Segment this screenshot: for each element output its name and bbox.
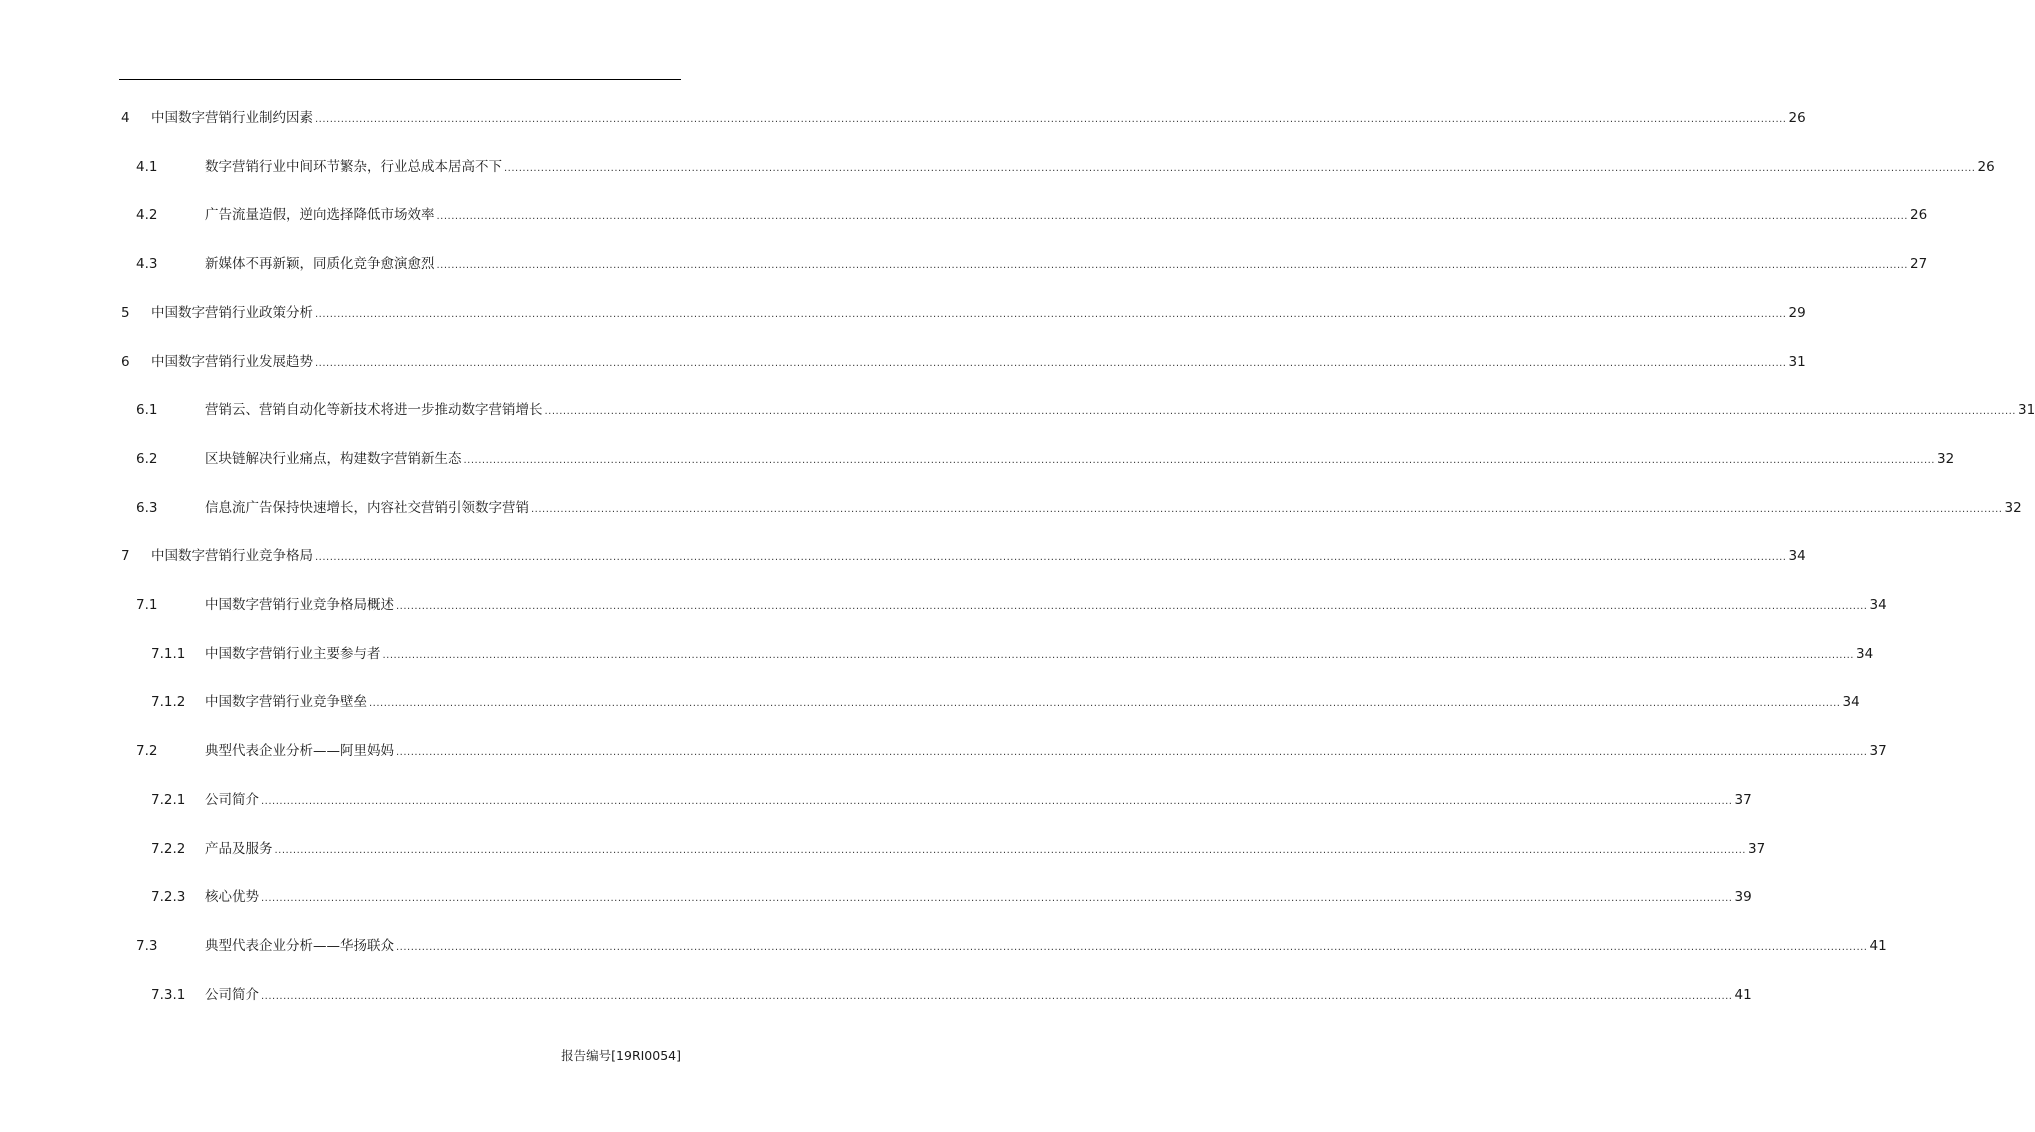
toc-dot-leader: ................................................................................................................................................................................................................................................................................................................................................................................................................ [261,795,1733,807]
toc-entry-number: 7.2.3 [151,889,186,906]
toc-entry-title: 区块链解决行业痛点，构建数字营销新生态 [205,450,462,467]
toc-entry-title: 中国数字营销行业政策分析 [151,304,313,321]
toc-entry-page: 31 [1788,353,1806,370]
toc-entry-page: 27 [1909,256,1928,273]
toc-dot-leader: ................................................................................................................................................................................................................................................................................................................................................................................................................ [261,990,1733,1002]
toc-entry[interactable] [0,156,1995,178]
toc-entry-title: 中国数字营销行业发展趋势 [151,353,313,370]
toc-entry-title: 典型代表企业分析——阿里妈妈 [205,743,394,760]
toc-dot-leader: ................................................................................................................................................................................................................................................................................................................................................................................................................ [315,552,1787,564]
toc-entry-number: 7.1 [136,597,158,613]
toc-entry-title: 中国数字营销行业竞争格局 [151,548,313,565]
toc-entry[interactable] [0,789,1752,811]
toc-entry-number: 7.1.2 [151,694,186,711]
toc-entry-page: 37 [1869,743,1887,760]
toc-entry-number: 7.1.1 [151,645,186,662]
toc-dot-leader: ................................................................................................................................................................................................................................................................................................................................................................................................................ [274,844,1746,856]
toc-entry[interactable] [0,351,1806,373]
toc-entry-title: 公司简介 [205,986,259,1003]
toc-entry-title: 新媒体不再新颖，同质化竞争愈演愈烈 [205,256,435,273]
toc-entry-number: 6.2 [136,450,158,467]
toc-dot-leader: ................................................................................................................................................................................................................................................................................................................................................................................................................ [436,260,1908,272]
toc-entry[interactable] [0,497,2022,519]
toc-entry-page: 26 [1977,158,1995,175]
toc-dot-leader: ................................................................................................................................................................................................................................................................................................................................................................................................................ [544,406,2016,418]
toc-dot-leader: ................................................................................................................................................................................................................................................................................................................................................................................................................ [504,162,1976,174]
toc-entry-number: 6 [121,353,130,370]
toc-entry-number: 7.3 [136,937,158,954]
toc-entry-title: 核心优势 [205,889,259,906]
toc-entry[interactable] [0,399,2035,421]
toc-dot-leader: ................................................................................................................................................................................................................................................................................................................................................................................................................ [315,114,1787,125]
toc-entry-page: 26 [1788,110,1806,126]
toc-entry-page: 37 [1734,791,1752,808]
toc-entry-page: 32 [2004,499,2022,516]
toc-entry[interactable] [0,545,1806,567]
toc-entry[interactable] [0,740,1887,762]
toc-dot-leader: ................................................................................................................................................................................................................................................................................................................................................................................................................ [396,601,1868,612]
toc-entry-page: 26 [1909,207,1928,224]
toc-dot-leader: ................................................................................................................................................................................................................................................................................................................................................................................................................ [369,698,1841,710]
toc-entry-title: 信息流广告保持快速增长，内容社交营销引领数字营销 [205,499,529,516]
toc-entry-page: 34 [1855,645,1874,662]
toc-entry-page: 41 [1734,986,1752,1003]
toc-entry-number: 4.2 [136,207,158,224]
toc-entry-page: 41 [1869,937,1887,954]
toc-dot-leader: ................................................................................................................................................................................................................................................................................................................................................................................................................ [463,454,1935,466]
toc-entry-number: 5 [121,304,130,321]
toc-entry[interactable] [0,204,1928,226]
toc-dot-leader: ................................................................................................................................................................................................................................................................................................................................................................................................................ [315,357,1787,369]
toc-dot-leader: ................................................................................................................................................................................................................................................................................................................................................................................................................ [396,747,1868,759]
toc-entry-number: 6.1 [136,402,158,419]
toc-entry[interactable] [0,886,1752,908]
toc-entry-number: 7.2.2 [151,840,186,857]
toc-entry[interactable] [0,691,1860,713]
report-number: 报告编号[19RI0054] [561,1048,681,1063]
toc-dot-leader: ................................................................................................................................................................................................................................................................................................................................................................................................................ [261,893,1733,905]
toc-entry-title: 广告流量造假，逆向选择降低市场效率 [205,207,435,224]
toc-entry[interactable] [0,302,1806,324]
toc-entry[interactable] [0,594,1887,616]
toc-entry-number: 4 [121,110,130,126]
toc-entry-number: 6.3 [136,499,158,516]
toc-entry-page: 34 [1869,597,1887,613]
toc-dot-leader: ................................................................................................................................................................................................................................................................................................................................................................................................................ [382,649,1854,661]
toc-entry-page: 29 [1788,304,1806,321]
toc-entry-title: 典型代表企业分析——华扬联众 [205,937,394,954]
toc-entry[interactable] [0,253,1928,275]
toc-entry-number: 4.1 [136,158,158,175]
toc-entry-page: 34 [1788,548,1806,565]
toc-entry-title: 中国数字营销行业竞争格局概述 [205,597,394,613]
toc-entry-title: 公司简介 [205,791,259,808]
toc-entry-title: 中国数字营销行业竞争壁垒 [205,694,367,711]
toc-entry-number: 7.2 [136,743,158,760]
toc-entry-title: 中国数字营销行业制约因素 [151,110,313,126]
toc-entry[interactable] [0,984,1752,1006]
toc-entry-page: 32 [1936,450,1955,467]
toc-entry-number: 7.3.1 [151,986,186,1003]
toc-entry-number: 7.2.1 [151,791,186,808]
toc-entry-title: 数字营销行业中间环节繁杂，行业总成本居高不下 [205,158,502,175]
toc-entry-page: 34 [1842,694,1860,711]
toc-entry[interactable] [0,107,1806,129]
toc-entry[interactable] [0,838,1766,860]
toc-dot-leader: ................................................................................................................................................................................................................................................................................................................................................................................................................ [315,308,1787,320]
toc-entry[interactable] [0,935,1887,957]
toc-entry[interactable] [0,643,1874,665]
toc-entry-title: 营销云、营销自动化等新技术将进一步推动数字营销增长 [205,402,543,419]
toc-entry-title: 中国数字营销行业主要参与者 [205,645,381,662]
toc-entry-page: 39 [1734,889,1752,906]
toc-dot-leader: ................................................................................................................................................................................................................................................................................................................................................................................................................ [436,211,1908,223]
toc-dot-leader: ................................................................................................................................................................................................................................................................................................................................................................................................................ [396,941,1868,953]
toc-entry-number: 7 [121,548,130,565]
toc-entry[interactable] [0,448,1955,470]
toc-dot-leader: ................................................................................................................................................................................................................................................................................................................................................................................................................ [531,503,2003,515]
toc-entry-number: 4.3 [136,256,158,273]
header-rule [119,79,681,80]
toc-entry-page: 37 [1747,840,1766,857]
toc-entry-page: 31 [2017,402,2035,419]
toc-entry-title: 产品及服务 [205,840,273,857]
